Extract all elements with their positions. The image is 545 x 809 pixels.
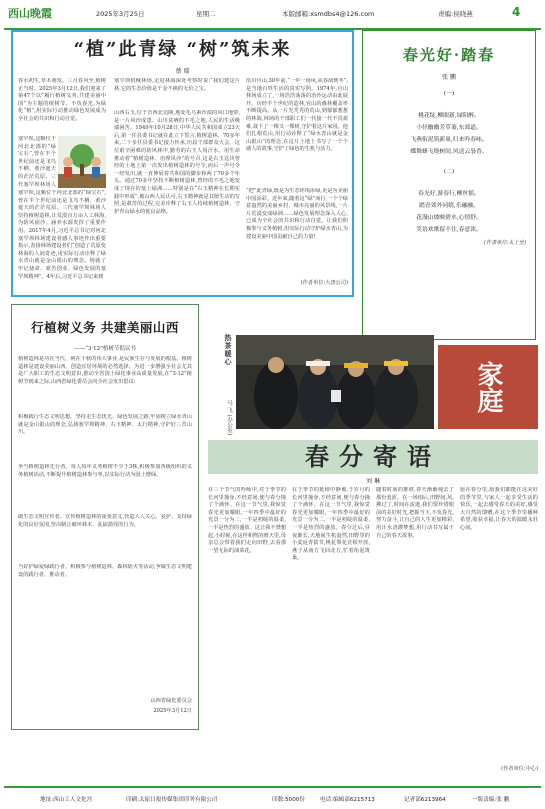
initiative-paragraph: 积极践行生态文明思想。坚持走生态优先、绿色发展之路,牢固树立绿水青山就是金山银山的理念,弘扬塞罕坝精神、右玉精神、太行精神,守护好三晋山川。 [18,414,192,436]
poem-line: 小径幽幽芳草萋,东郊道。 [416,125,482,131]
workers-tea-photo-icon [236,335,434,429]
footer-print-run: 印数:5000份 [272,797,305,803]
tree-planting-illustration [58,136,106,188]
initiative-signature: 山西省绿化委员会 [150,698,192,704]
news-photo [236,335,434,429]
footer-proof-editor: 一版责编:张 鹏 [472,797,510,803]
page-number: 4 [512,5,521,19]
article-plant-trees-title: “植”此青绿 “树”筑未来 [73,39,292,60]
footer-address: 地址:西山工人文化宫 [40,797,93,803]
family-label: 家庭 [473,361,503,413]
poem-line: 踏青郊外同嬉,乐融融。 [419,203,479,209]
initiative-paragraph: 植树造林是功在当代、利在千秋的伟大事业,是民族生存与发展的根基。植树造林是建设美丽山西、创造宜居环境的必然选择。为进一步增强全社会尤其是广大职工的生态文明意识,推动全省国土绿化事业高质量发展,在“3·12”植树节到来之际,山西省绿化委员会向全社会发出倡议: [18,356,192,385]
issue-weekday: 星期二 [196,10,216,18]
article-plant-trees-col1: 春水初生,草木萌发。三月春风至,植树正当时。2025年3月12日,我们迎来了第47个以“履行植树义务,共建美丽中国”为主题的植树节。不负春光,为绿化“植”,用实际行动推动绿色发展成为全社会的共识和行动自觉。 [18,78,106,122]
initiative-signature-date: 2025年3月12日 [153,708,192,714]
poem-line: 桃花绽,柳眼新,绿阳醉。 [418,113,480,119]
poem-line: 蝶舞蜂飞绕树间,风送云袅香。 [410,149,488,155]
article-plant-trees-affiliation: (作者单位:大唐公司) [300,280,348,286]
footer-phone: 电话:编辑部6215713 [320,797,375,803]
photo-caption: 马 飞 (办公室) [226,400,232,436]
spring-equinox-title: 春分寄语 [305,442,441,471]
spring-equinox-col3: 随着时间的推移,春天渐渐褪去了那份羞涩。在一场雨后,田野间,风,拂过了,时间在流逝,我们要珍惜眼前的美好时光,把握当下,不负春光,努力奋斗,让自己的人生更加精彩,用汗水浇灌梦想,用行动书写属于自己的春天故事。 [376,487,454,539]
article-plant-trees-col3: 沿川官山,30年前,“一年一场风,从春刮到冬”,是当地百姓生活的真实写照。1974年,官山林场成立了,一场浩浩荡荡的治沙运动由此展开。历经半个世纪的造林,官山的森林覆盖率不断提高。从一片光秃秃的荒山,到郁郁葱葱的林海,林场的干部职工们一代接一代不畏艰难,栽下了一棵又一棵树,守护着这片家园。他们扎根荒山,用行动诠释了“绿水青山就是金山银山”的理念,在这片土地上书写了一个个感人的故事,守护了绿色的生机与活力。 [246,78,348,153]
poem-line: 笑语欢歌留不住,春意浓。 [416,227,482,233]
poem-section-1-label: (一) [443,91,455,97]
initiative-paragraph: 做生态文明宣传者。宣传植树造林的重要意义,营造人人关心、爱护、支持绿化的良好氛围,坚决制止破坏林木、乱砍滥伐的行为。 [18,514,192,528]
photo-tag: 热茶暖心 [224,334,233,366]
article-plant-trees-col1b: 塞罕坝,这颗位于河北北部的“绿宝石”,曾在半个世纪前还是飞鸟不栖、黄沙遮天的茫茫荒原。三代塞罕坝林场人坚持植树造林,让荒漠百万亩人工林海,为防风固沙、涵养水源发挥了重要作用。2017年4月,习近平总书记对河北塞罕坝林场建设者感人事迹作出重要指示,表扬林场建设者们“创造了荒原变林海的人间奇迹,用实际行动诠释了绿水青山就是金山银山的理念。铸就了牢记使命、艰苦创业、绿色发展的塞罕坝精神”。4年后,习近平总书记来到 [18,190,106,280]
contact-email: 本版邮箱:xsmdbs4@126.com [282,10,375,18]
newspaper-logo: 西山晚霞 [8,7,52,20]
initiative-paragraph: 争当植树造林先行者。每人每年义务植树不少于3株,积极参加各级组织的义务植树活动,不断提升植树造林参与率,以实际行动为国土增绿。 [18,464,192,478]
poem-section-2-label: (二) [443,169,455,175]
spring-equinox-col1: 在三个节气的吟咏中,对于季节的长河里撞身,不经意间,便与春分撞了个满怀。在这一节气里,我惊觉春光更加耀眼,一年四季中最好的光景一分为二,一半是初绽的温柔,一半是热烈的盛放。这让我不禁想起,小时候,在这样和煦的晴天里,母亲总会带着我们走向田野,去看那一望无际的油菜花。 [208,487,286,554]
poem-line: 花漫山坡映碧水,心情舒。 [416,215,482,221]
spring-equinox-affiliation: (作者单位:中心) [501,766,538,772]
poem-affiliation: (作者单位:太上皇) [483,240,526,246]
footer-hotline: 记者部6213964 [404,797,446,803]
tree-planting-icon [58,136,106,188]
article-plant-trees-col2: 塞罕坝机械林场,走进林海深处考察时说:“我们建这片林,它的生态价值是千金不换的无价之宝。 [114,78,240,92]
poem-author: 张 鹏 [442,74,456,81]
initiative-paragraph: 当好护绿爱绿践行者。积极参与植树造林、森林防火等活动,争做生态文明建设的践行者、推动者。 [18,564,192,578]
issue-date: 2025年3月25日 [96,10,145,18]
article-plant-trees-col1b-top: 塞罕坝,这颗位于河北北部的“绿宝石”,曾在半个世纪前还是飞鸟不栖、黄沙遮天的茫茫荒原。三代塞罕坝林场人 [18,136,56,188]
spring-equinox-col2: 在于季节的延续中静谧,于岁月的长河里撞身,不经意间,便与春分撞了个满怀。在这一节气里,我惊觉春光更加耀眼,一年四季中最好的光景一分为二,一半是初绽的温柔,一半是热烈的盛放。春分过后,昼夜渐长,天地间生机盎然,田野里的小麦返青拔节,桃花梨花竞相开放,燕子从南方飞回北方,忙着衔泥筑巢。 [292,487,370,562]
spring-equinox-author: 刘 琳 [366,478,380,485]
spring-equinox-col4: 愿在春分里,愿我们都能在这美好的季节里,与家人一起享受生活的快乐,一起去感受春天的美好,感受大自然的馈赠,在这个季节里播种希望,收获幸福,让春天的温暖永驻心间。 [460,487,538,531]
footer-printer: 印刷:太原日报传媒集团印务有限公司 [126,797,218,803]
poem-line: 飞燕衔泥筑新巢,归来吟春咏。 [410,137,488,143]
initiative-title: 行植树义务 共建美丽山西 [31,320,179,335]
article-plant-trees-col3b: “把”此青绿,既是为生态环境添绿,更是为美丽中国添彩。近年来,随着这“绿”而行,一个个绿意盎然的美丽乡村、城市亮丽的风景线,一片片荒漠变成绿洲……绿色发展理念深入人心,已成为全社会的共识和行动自觉。让我们积极参与义务植树,用实际行动守护绿水青山,为建设美丽中国贡献自己的力量! [246,188,348,240]
poem-line: 春光好,游春行,柳丝摇。 [418,191,480,197]
poem-title: 春光好·踏春 [402,46,496,64]
initiative-subtitle: ——“3·12”植树节倡议书 [74,346,136,352]
article-plant-trees-author: 蔡 瑞 [175,68,190,75]
page-editor: 责编:侯晓燕 [438,10,473,18]
article-plant-trees-col2b: 山西右玉,位于晋西北边陲,地处毛乌素沙漠的风口地带,是一片风沙成患、山川贫瘠的不毛之地,人民的生活极端困苦。1949年10月28日,中华人民共和国成立23天后,第一任县委书记就在此立下誓言,植树造林。70多年来,二十多任县委书记接力传承,历届干部群众大会、这位艰辛困难的防风林中,勤劳的右玉人用汗水、用生命推动着“植树造林、治理风沙”的号召,这是右玉这块曾经的土地上第一次发出植树造林的号令,而后一声号令一经发出,就一直伸展着共和国的脚步和两了70多个年头。通过70多年坚持不断植树造林,曾经的不毛之地变成了现在的塞上绿洲……特别是在“右玉精神在长期实践中形成”,被山西人民认可,右玉精神就是其植生动的写照,是艰苦的过程,完美诠释了右玉人持续植树造林、守护青山绿水的优良品格。 [114,110,240,215]
